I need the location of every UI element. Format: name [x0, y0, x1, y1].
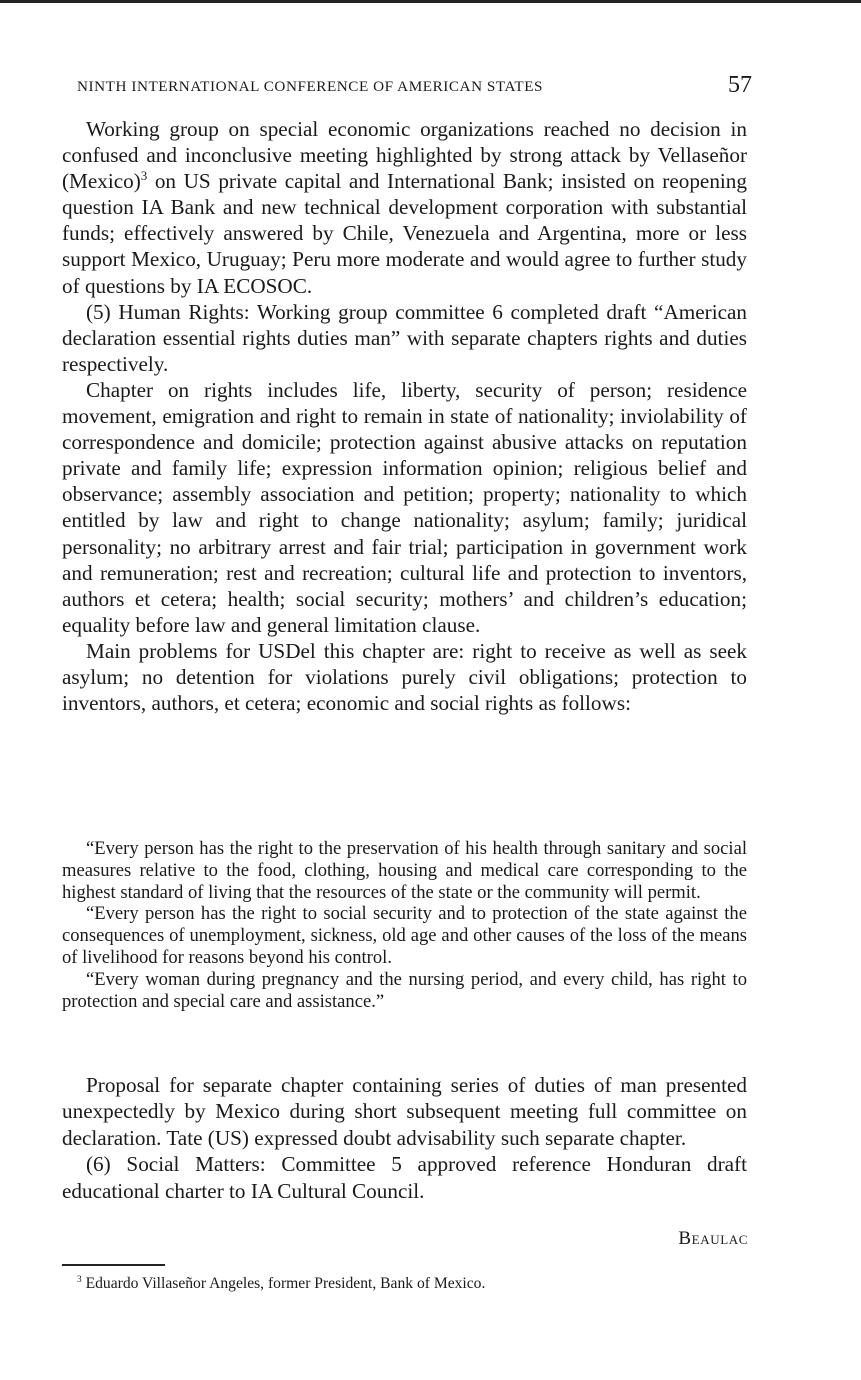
- footnote: [77, 1274, 485, 1294]
- page-number: 57: [728, 72, 752, 98]
- paragraph-main-problems: Main problems for USDel this chapter are: right to receive as well as seek asylum; no detention for violations purely civil obligations; protection to inventors, authors, et cetera; economic and social rights as follows:: [62, 638, 747, 716]
- quote-pregnancy: “Every woman during pregnancy and the nursing period, and every child, has right to protection and special care and assistance.”: [62, 968, 747, 1012]
- paragraph-duties-proposal: Proposal for separate chapter containing series of duties of man presented unexpectedly by Mexico during short subsequent meeting full committee on declaration. Tate (US) expressed doubt advisability such separate chapter.: [62, 1073, 747, 1150]
- main-text: [62, 116, 747, 716]
- closing-text: [62, 1072, 747, 1204]
- paragraph-text: Working group on special economic organizations reached no decision in confused and inconclusive meeting highlighted by strong attack by Vellaseñor (Mexico): [62, 117, 747, 194]
- paragraph-social-matters: (6) Social Matters: Committee 5 approved reference Honduran draft educational charter to IA Cultural Council.: [62, 1152, 747, 1203]
- top-rule: [0, 0, 861, 3]
- quoted-articles: [62, 838, 747, 1012]
- footnote-rule: [62, 1264, 165, 1266]
- paragraph-human-rights: (5) Human Rights: Working group committee 6 completed draft “American declaration essential rights duties man” with separate chapters rights and duties respectively.: [62, 299, 747, 376]
- running-title: NINTH INTERNATIONAL CONFERENCE OF AMERICAN STATES: [77, 78, 544, 95]
- quote-social-security: “Every person has the right to social security and to protection of the state against the consequences of unemployment, sickness, old age and other causes of the loss of the means of livelihood for reasons beyond his control.: [62, 903, 747, 968]
- footnote-text: Eduardo Villaseñor Angeles, former President, Bank of Mexico.: [81, 1275, 486, 1292]
- signature: Beaulac: [678, 1228, 748, 1249]
- paragraph-text: on US private capital and International Bank; insisted on reopening question IA Bank and new technical development corporation with substantial funds; effectively answered by Chile, Venezuela and Argentina, more or less support Mexico, Uruguay; Peru more moderate and would agree to further study of questions by IA ECOSOC.: [62, 169, 747, 298]
- quote-health: “Every person has the right to the preservation of his health through sanitary and social measures relative to the food, clothing, housing and medical care corresponding to the highest standard of living that the resources of the state or the community will permit.: [62, 838, 747, 903]
- running-header: [77, 70, 752, 102]
- paragraph-chapter-on-rights: Chapter on rights includes life, liberty, security of person; residence movement, emigration and right to remain in state of nationality; inviolability of correspondence and domicile; protection against abusive attacks on reputation private and family life; expression information opinion; religious belief and observance; assembly association and petition; property; nationality to which entitled by law and right to change nationality; asylum; family; juridical personality; no arbitrary arrest and fair trial; participation in government work and remuneration; rest and recreation; cultural life and protection to inventors, authors et cetera; health; social security; mothers’ and children’s education; equality before law and general limitation clause.: [62, 377, 747, 637]
- footnote-reference: 3: [140, 169, 148, 184]
- footnote-marker: 3: [77, 1274, 82, 1285]
- paragraph-economic-organizations: [62, 116, 747, 299]
